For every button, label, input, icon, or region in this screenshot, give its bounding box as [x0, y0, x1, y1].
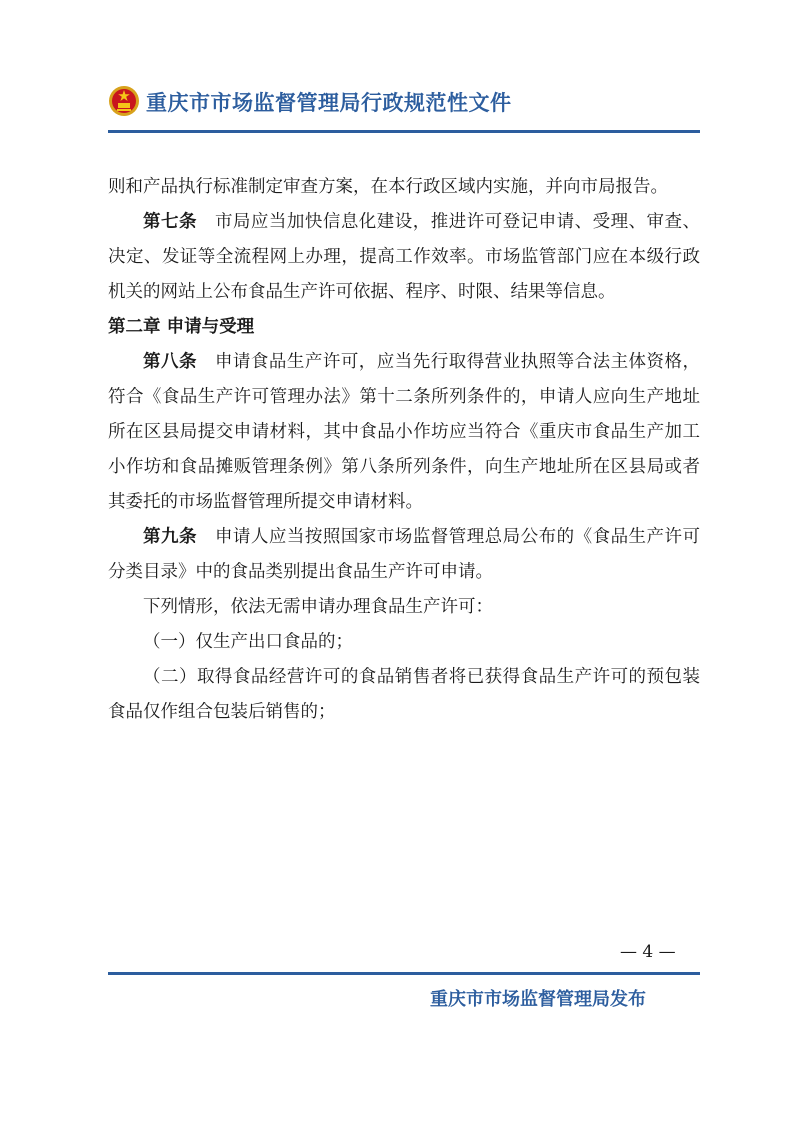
article-9-heading: 第九条 [143, 527, 197, 547]
footer-divider [108, 972, 700, 975]
header-divider [108, 130, 700, 133]
list-item-1: （一）仅生产出口食品的； [143, 632, 353, 652]
national-emblem-icon [108, 85, 140, 117]
article-7 [108, 205, 700, 310]
article-8-heading: 第八条 [143, 352, 197, 372]
paragraph-continuation: 则和产品执行标准制定审查方案，在本行政区域内实施，并向市局报告。 [108, 177, 668, 197]
article-8-text: 申请食品生产许可，应当先行取得营业执照等合法主体资格，符合《食品生产许可管理办法》第十二条所列条件的，申请人应向生产地址所在区县局提交申请材料，其中食品小作坊应当符合《重庆市食品生产加工小作坊和食品摊贩管理条例》第八条所列条件，向生产地址所在区县局或者其委托的市场监督管理所提交申请材料。 [108, 352, 701, 512]
header-title: 重庆市市场监督管理局行政规范性文件 [146, 91, 512, 115]
article-8 [108, 345, 700, 520]
document-header [108, 85, 700, 135]
article-9-text: 申请人应当按照国家市场监督管理总局公布的《食品生产许可分类目录》中的食品类别提出食品生产许可申请。 [108, 527, 701, 582]
article-7-heading: 第七条 [143, 212, 197, 232]
article-9 [108, 520, 700, 590]
page-number: — 4 — [620, 942, 676, 962]
article-7-text: 市局应当加快信息化建设，推进许可登记申请、受理、审查、决定、发证等全流程网上办理，提高工作效率。市场监管部门应在本级行政机关的网站上公布食品生产许可依据、程序、时限、结果等信息。 [108, 212, 701, 302]
footer-publisher: 重庆市市场监督管理局发布 [430, 989, 646, 1010]
list-intro: 下列情形，依法无需申请办理食品生产许可： [143, 597, 493, 617]
chapter-heading: 第二章 申请与受理 [108, 317, 255, 337]
document-body [108, 170, 700, 730]
list-item-2: （二）取得食品经营许可的食品销售者将已获得食品生产许可的预包装食品仅作组合包装后销售的； [108, 667, 700, 722]
